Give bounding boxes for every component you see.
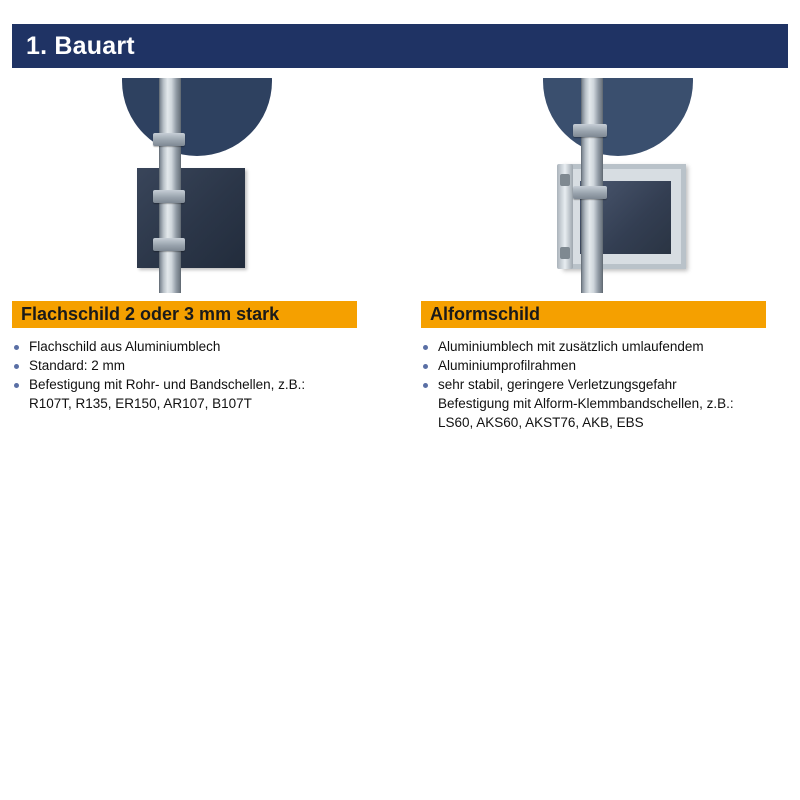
list-item: sehr stabil, geringere Verletzungsgefahr (421, 376, 766, 394)
bullet-list-flachschild (12, 338, 357, 413)
list-item: Aluminiumprofilrahmen (421, 357, 766, 375)
bullet-list-alformschild (421, 338, 766, 432)
band-clamp (153, 133, 185, 146)
caption-label: Alformschild (430, 304, 541, 324)
page-title: 1. Bauart (26, 31, 135, 60)
column-alformschild (421, 78, 766, 433)
sign-disc-icon (543, 78, 693, 156)
sign-disc-icon (122, 78, 272, 156)
list-item-continuation: R107T, R135, ER150, AR107, B107T (29, 396, 252, 411)
list-item: Aluminiumblech mit zusätzlich umlaufendem (421, 338, 766, 356)
caption-label: Flachschild 2 oder 3 mm stark (21, 304, 280, 324)
list-item: Befestigung mit Rohr- und Bandschellen, z.B.: (12, 376, 357, 394)
flat-sign-plate (137, 168, 245, 268)
column-flachschild (12, 78, 357, 433)
band-clamp (153, 190, 185, 203)
alformschild-photo (421, 78, 766, 293)
list-item-continuation: LS60, AKS60, AKST76, AKB, EBS (438, 415, 644, 430)
band-clamp (573, 124, 607, 137)
flachschild-photo (12, 78, 357, 293)
band-clamp (573, 186, 607, 199)
section-header-bar (12, 24, 788, 68)
content-columns (12, 78, 788, 433)
caption-bar-flachschild (12, 301, 357, 328)
list-item: Flachschild aus Aluminiumblech (12, 338, 357, 356)
list-item: Standard: 2 mm (12, 357, 357, 375)
caption-bar-alformschild (421, 301, 766, 328)
mounting-pole (159, 78, 181, 293)
list-item-continuation: Befestigung mit Alform-Klemmbandschellen, z.B.: (438, 396, 734, 411)
alform-clamp-bracket (557, 164, 573, 269)
band-clamp (153, 238, 185, 251)
alform-sign-plate (561, 164, 686, 269)
